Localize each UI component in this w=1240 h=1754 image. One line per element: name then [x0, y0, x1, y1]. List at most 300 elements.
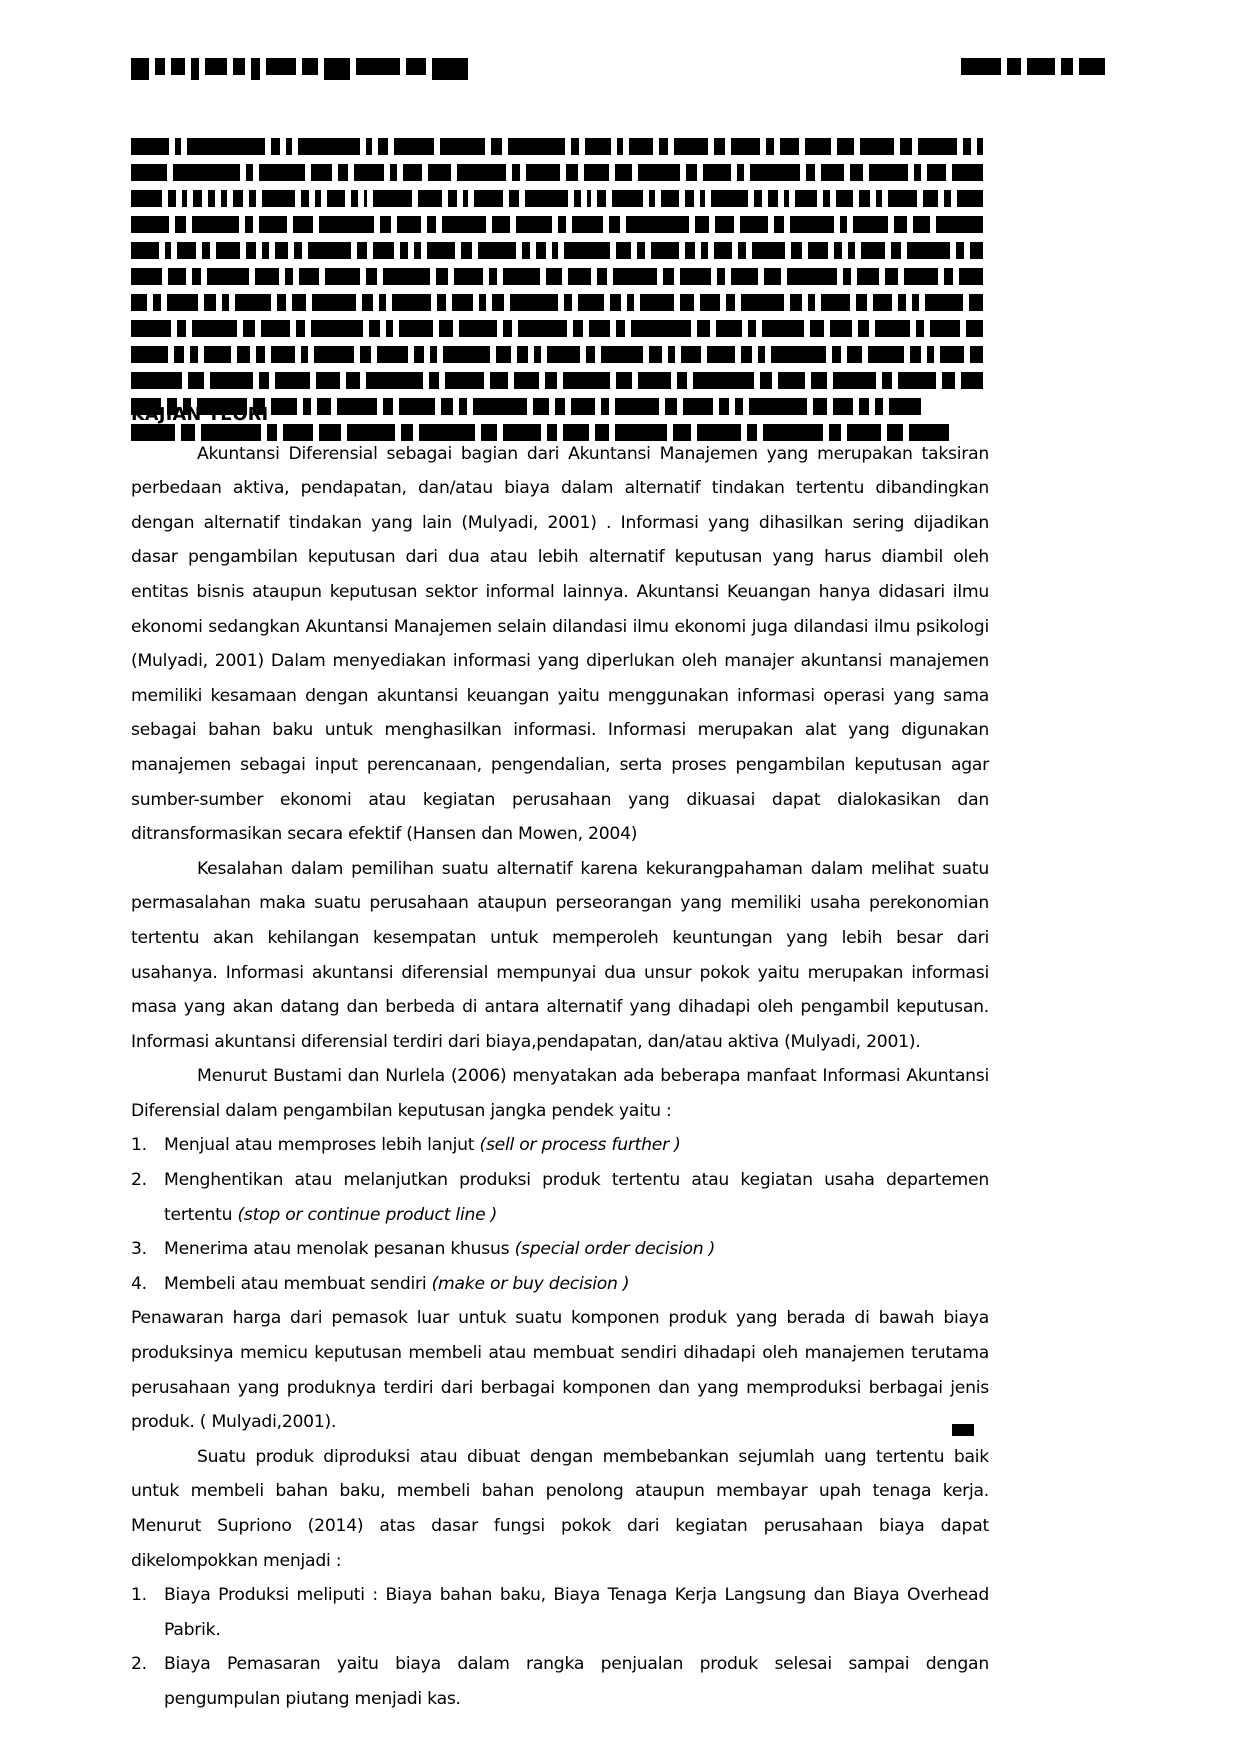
redaction-bar: [578, 294, 604, 311]
redaction-bar: [175, 216, 186, 233]
redaction-bar: [173, 164, 240, 181]
redaction-bar: [836, 190, 853, 207]
redaction-bar: [394, 138, 434, 155]
redaction-bar: [452, 294, 473, 311]
redaction-bar: [192, 268, 201, 285]
redaction-bar: [677, 372, 687, 389]
list-marker: 2.: [131, 1170, 147, 1191]
redaction-bar: [131, 346, 168, 363]
redaction-bar: [615, 164, 632, 181]
redaction-bar: [568, 268, 592, 285]
redaction-bar: [205, 58, 227, 75]
list-klasifikasi-biaya: [131, 1578, 989, 1716]
redaction-bar: [811, 372, 827, 389]
redacted-header-left: [131, 58, 474, 84]
redaction-bar: [271, 138, 280, 155]
redaction-bar: [131, 58, 149, 80]
redaction-bar: [256, 346, 265, 363]
redaction-bar: [474, 190, 503, 207]
redaction-bar: [357, 242, 367, 259]
redacted-header-right: [961, 58, 1111, 79]
redaction-bar: [693, 372, 754, 389]
redaction-bar: [314, 346, 354, 363]
redaction-bar: [354, 164, 385, 181]
redaction-bar: [651, 242, 679, 259]
redaction-bar: [463, 190, 469, 207]
redaction-bar: [275, 372, 310, 389]
redaction-bar: [131, 294, 147, 311]
redaction-bar: [292, 294, 306, 311]
redaction-bar: [944, 268, 953, 285]
redaction-bar: [810, 320, 824, 337]
list-item-english-term: (special order decision ): [514, 1239, 716, 1260]
redaction-bar: [940, 346, 964, 363]
redaction-bar: [346, 372, 360, 389]
redaction-bar: [566, 164, 579, 181]
redaction-bar: [327, 190, 346, 207]
redaction-bar: [907, 242, 950, 259]
list-item-text: Membeli atau membuat sendiri: [164, 1273, 432, 1294]
redaction-bar: [686, 164, 697, 181]
redaction-bar: [861, 242, 886, 259]
redaction-bar: [298, 138, 360, 155]
redaction-bar: [275, 242, 288, 259]
redaction-bar: [190, 346, 197, 363]
redaction-bar: [808, 294, 815, 311]
list-item: [131, 1578, 989, 1647]
redaction-bar: [312, 294, 357, 311]
redaction-bar: [491, 138, 501, 155]
redaction-bar: [403, 164, 421, 181]
redaction-bar: [406, 58, 426, 75]
redaction-bar: [351, 190, 358, 207]
redaction-bar: [564, 294, 573, 311]
redaction-bar: [848, 242, 855, 259]
redaction-bar: [741, 346, 752, 363]
list-marker: 4.: [131, 1273, 147, 1294]
redaction-bar: [208, 190, 215, 207]
redaction-bar: [204, 294, 216, 311]
redaction-bar: [366, 372, 423, 389]
redaction-bar: [750, 164, 800, 181]
redaction-bar: [649, 190, 655, 207]
redaction-bar: [325, 268, 360, 285]
redaction-bar: [436, 268, 449, 285]
redaction-bar: [778, 372, 806, 389]
redaction-bar: [373, 242, 394, 259]
redaction-bar: [356, 58, 400, 75]
redaction-bar: [1027, 58, 1055, 75]
redaction-bar: [930, 320, 960, 337]
redaction-bar: [1007, 58, 1021, 75]
redaction-bar: [758, 346, 765, 363]
redaction-line: [131, 242, 989, 263]
redaction-bar: [249, 190, 256, 207]
redaction-bar: [823, 190, 830, 207]
redaction-bar: [790, 294, 802, 311]
redaction-bar: [700, 294, 721, 311]
redaction-bar: [1079, 58, 1105, 75]
list-item-text: Biaya Pemasaran yaitu biaya dalam rangka penjualan produk selesai sampai dengan pengumpulan piutang menjadi kas.: [164, 1654, 989, 1709]
redaction-bar: [378, 138, 387, 155]
redaction-bar: [806, 164, 814, 181]
redaction-bar: [517, 346, 528, 363]
redaction-line: [131, 320, 989, 341]
list-item: [131, 1267, 989, 1302]
redaction-bar: [360, 346, 371, 363]
redaction-bar: [601, 346, 643, 363]
redaction-bar: [612, 190, 643, 207]
redaction-bar: [262, 190, 295, 207]
redaction-bar: [457, 164, 506, 181]
redaction-bar: [266, 58, 296, 75]
redaction-bar: [885, 268, 898, 285]
redaction-bar: [774, 216, 783, 233]
redaction-bar: [442, 216, 486, 233]
redaction-bar: [837, 138, 854, 155]
redaction-bar: [626, 216, 689, 233]
redaction-bar: [609, 216, 620, 233]
redaction-bar: [640, 294, 674, 311]
redaction-bar: [246, 164, 253, 181]
redaction-bar: [492, 294, 504, 311]
list-item: [131, 1232, 989, 1267]
redaction-bar: [514, 372, 540, 389]
redaction-bar: [784, 190, 790, 207]
redaction-bar: [397, 216, 421, 233]
redaction-bar: [177, 320, 186, 337]
redaction-bar: [131, 190, 162, 207]
redaction-bar: [192, 216, 239, 233]
redaction-bar: [175, 138, 182, 155]
redaction-bar: [233, 58, 245, 75]
redaction-bar: [649, 346, 662, 363]
redaction-bar: [616, 372, 632, 389]
redaction-bar: [969, 294, 983, 311]
redaction-bar: [834, 242, 842, 259]
redaction-bar: [695, 216, 709, 233]
redaction-bar: [833, 372, 876, 389]
redaction-bar: [459, 320, 497, 337]
paragraph-2: Kesalahan dalam pemilihan suatu alternatif karena kekurangpahaman dalam melihat suatu permasalahan maka suatu perusahaan ataupun perseorangan yang memiliki usaha perekonomian tertentu akan kehilangan kesempatan untuk memperoleh keuntungan yang lebih besar dari usahanya. Informasi akuntansi diferensial mempunyai dua unsur pokok yaitu merupakan informasi masa yang akan datang dan berbeda di antara alternatif yang dihadapi oleh pengambil keputusan. Informasi akuntansi diferensial terdiri dari biaya,pendapatan, dan/atau aktiva (Mulyadi, 2001).: [131, 858, 989, 1052]
redaction-bar: [585, 138, 611, 155]
redaction-bar: [324, 58, 350, 80]
redaction-bar: [853, 216, 888, 233]
redaction-bar: [510, 294, 558, 311]
redaction-bar: [315, 190, 321, 207]
redaction-bar: [970, 346, 983, 363]
redaction-bar: [629, 138, 652, 155]
redaction-bar: [428, 164, 452, 181]
redaction-bar: [858, 320, 868, 337]
redaction-bar: [741, 294, 784, 311]
redaction-bar: [787, 268, 837, 285]
redaction-bar: [714, 138, 726, 155]
list-item-text: Menerima atau menolak pesanan khusus: [164, 1239, 515, 1260]
redaction-bar: [856, 294, 866, 311]
list-marker: 1.: [131, 1585, 147, 1606]
redaction-bar: [546, 268, 562, 285]
redaction-bar: [821, 164, 845, 181]
redaction-bar: [430, 346, 437, 363]
redaction-bar: [386, 320, 393, 337]
redaction-bar: [760, 372, 772, 389]
redaction-bar: [377, 346, 408, 363]
redaction-bar: [503, 320, 512, 337]
redaction-bar: [534, 346, 541, 363]
redacted-header: [131, 58, 1111, 84]
redaction-bar: [875, 320, 910, 337]
redaction-bar: [586, 346, 595, 363]
redaction-bar: [737, 164, 744, 181]
paragraph-4: Penawaran harga dari pemasok luar untuk suatu komponen produk yang berada di bawah biaya produksinya memicu keputusan membeli atau membuat sendiri dihadapi oleh manajemen terutama perusahaan yang produknya terdiri dari berbagai komponen dan yang memproduksi berbagai jenis produk. ( Mulyadi,2001).: [131, 1308, 989, 1433]
redaction-bar: [308, 242, 351, 259]
redaction-bar: [563, 372, 610, 389]
redaction-bar: [210, 372, 253, 389]
redaction-bar: [379, 294, 386, 311]
redaction-bar: [882, 372, 892, 389]
redaction-bar: [610, 294, 620, 311]
list-manfaat-informasi: [131, 1128, 989, 1301]
redaction-bar: [262, 242, 269, 259]
list-item-text: Biaya Produksi meliputi : Biaya bahan baku, Biaya Tenaga Kerja Langsung dan Biaya Overhead Pabrik.: [164, 1585, 989, 1640]
redaction-bar: [631, 320, 692, 337]
redaction-bar: [293, 216, 313, 233]
redaction-bar: [536, 242, 546, 259]
redaction-bar: [503, 268, 541, 285]
redaction-bar: [680, 268, 711, 285]
redaction-bar: [296, 320, 305, 337]
redaction-bar: [830, 320, 853, 337]
redaction-bar: [454, 268, 482, 285]
redaction-bar: [207, 268, 249, 285]
redaction-bar: [795, 190, 816, 207]
redacted-page-number: [952, 1424, 974, 1436]
paragraph-3: Menurut Bustami dan Nurlela (2006) menyatakan ada beberapa manfaat Informasi Akuntansi Diferensial dalam pengambilan keputusan jangka pendek yaitu :: [131, 1066, 989, 1121]
redaction-bar: [177, 242, 195, 259]
redaction-bar: [963, 138, 971, 155]
redaction-bar: [942, 372, 956, 389]
paragraph-1: Akuntansi Diferensial sebagai bagian dari Akuntansi Manajemen yang merupakan taksiran perbedaan aktiva, pendapatan, dan/atau biaya dalam alternatif tindakan tertentu dibandingkan dengan alternatif tindakan yang lain (Mulyadi, 2001) . Informasi yang dihasilkan sering dijadikan dasar pengambilan keputusan dari dua atau lebih alternatif keputusan yang harus diambil oleh entitas bisnis ataupun keputusan sektor informal lainnya. Akuntansi Keuangan hanya didasari ilmu ekonomi sedangkan Akuntansi Manajemen selain dilandasi ilmu ekonomi juga dilandasi ilmu psikologi (Mulyadi, 2001) Dalam menyediakan informasi yang diperlukan oleh manajer akuntansi manajemen memiliki kesamaan dengan akuntansi keuangan yaitu menggunakan informasi operasi yang sama sebagai bahan baku untuk menghasilkan informasi. Informasi merupakan alat yang digunakan manajemen sebagai input perencanaan, pengendalian, serta proses pengambilan keputusan agar sumber-sumber ekonomi atau kegiatan perusahaan yang dikuasai dapat dialokasikan dan ditransformasikan secara efektif (Hansen dan Mowen, 2004): [131, 443, 989, 845]
redaction-bar: [414, 346, 423, 363]
redaction-bar: [489, 268, 497, 285]
redaction-bar: [711, 190, 748, 207]
redaction-bar: [780, 138, 800, 155]
redaction-bar: [131, 268, 162, 285]
redaction-bar: [301, 190, 310, 207]
redaction-bar: [587, 190, 591, 207]
redaction-bar: [731, 138, 760, 155]
redaction-bar: [617, 138, 624, 155]
redaction-line: [131, 216, 989, 237]
redaction-bar: [977, 138, 984, 155]
redaction-bar: [790, 216, 834, 233]
redaction-bar: [429, 372, 439, 389]
redaction-bar: [859, 190, 870, 207]
redaction-bar: [717, 268, 725, 285]
redaction-bar: [131, 242, 159, 259]
redaction-bar: [918, 138, 957, 155]
redaction-bar: [338, 164, 348, 181]
redaction-bar: [427, 216, 436, 233]
redaction-bar: [832, 346, 841, 363]
redaction-bar: [700, 190, 706, 207]
redaction-bar: [857, 268, 879, 285]
redaction-bar: [237, 346, 250, 363]
redaction-bar: [437, 294, 446, 311]
redaction-bar: [914, 164, 921, 181]
redaction-bar: [299, 268, 319, 285]
redaction-bar: [927, 164, 947, 181]
redaction-bar: [131, 216, 169, 233]
redaction-line: [131, 164, 989, 185]
redaction-bar: [966, 320, 983, 337]
redaction-bar: [414, 242, 421, 259]
redaction-bar: [661, 190, 680, 207]
redaction-bar: [894, 216, 907, 233]
redaction-bar: [808, 242, 828, 259]
redaction-bar: [904, 268, 939, 285]
redaction-bar: [259, 216, 287, 233]
redaction-bar: [925, 294, 963, 311]
redaction-bar: [876, 190, 882, 207]
redaction-bar: [461, 242, 472, 259]
redaction-bar: [731, 268, 758, 285]
redaction-bar: [944, 190, 951, 207]
redaction-bar: [740, 216, 768, 233]
redaction-bar: [584, 164, 609, 181]
redaction-line: [131, 138, 989, 159]
redaction-bar: [681, 346, 701, 363]
redaction-bar: [868, 346, 905, 363]
redaction-bar: [168, 190, 175, 207]
redaction-bar: [927, 346, 934, 363]
redaction-bar: [192, 320, 237, 337]
redaction-bar: [613, 268, 657, 285]
redaction-bar: [311, 164, 332, 181]
redaction-bar: [301, 346, 308, 363]
list-item-text: Menjual atau memproses lebih lanjut: [164, 1135, 480, 1156]
redaction-bar: [362, 294, 372, 311]
list-item-english-term: (sell or process further ): [479, 1135, 681, 1156]
redaction-bar: [913, 216, 930, 233]
redaction-bar: [752, 242, 785, 259]
redaction-bar: [680, 294, 694, 311]
redaction-bar: [490, 372, 508, 389]
redaction-bar: [701, 242, 708, 259]
redaction-bar: [294, 242, 302, 259]
redaction-bar: [509, 190, 519, 207]
redaction-bar: [627, 294, 634, 311]
redaction-bar: [131, 164, 167, 181]
redaction-bar: [663, 268, 674, 285]
list-item-english-term: (stop or continue product line ): [237, 1204, 498, 1225]
redaction-bar: [545, 372, 557, 389]
redaction-bar: [638, 372, 671, 389]
redaction-bar: [448, 190, 457, 207]
redaction-bar: [574, 190, 581, 207]
redaction-bar: [193, 190, 202, 207]
redaction-bar: [277, 294, 286, 311]
list-marker: 1.: [131, 1135, 147, 1156]
redaction-bar: [726, 294, 735, 311]
list-item-english-term: (make or buy decision ): [431, 1273, 630, 1294]
list-item: [131, 1128, 989, 1163]
redaction-bar: [167, 294, 198, 311]
redaction-bar: [188, 372, 204, 389]
redaction-bar: [716, 320, 742, 337]
redaction-bar: [952, 164, 983, 181]
redaction-bar: [286, 138, 291, 155]
redaction-bar: [479, 294, 486, 311]
redaction-bar: [764, 268, 781, 285]
redaction-bar: [970, 242, 983, 259]
redaction-bar: [418, 190, 442, 207]
redaction-bar: [131, 372, 182, 389]
section-heading-kajian-teori: KAJIAN TEORI: [131, 405, 269, 425]
redaction-bar: [390, 164, 397, 181]
redaction-bar: [840, 216, 848, 233]
redaction-bar: [564, 242, 610, 259]
redaction-bar: [319, 216, 374, 233]
redaction-bar: [674, 138, 708, 155]
redaction-bar: [526, 164, 559, 181]
redaction-bar: [222, 294, 229, 311]
redaction-bar: [847, 346, 862, 363]
redaction-bar: [285, 268, 293, 285]
redaction-bar: [202, 242, 210, 259]
redaction-bar: [597, 268, 606, 285]
redaction-bar: [525, 190, 568, 207]
redaction-bar: [685, 242, 695, 259]
list-item-text: Menghentikan atau melanjutkan produksi produk tertentu atau kegiatan usaha departemen tertentu: [164, 1170, 989, 1225]
redaction-bar: [443, 346, 491, 363]
redaction-bar: [174, 346, 185, 363]
redaction-bar: [522, 242, 530, 259]
redaction-line: [131, 268, 989, 289]
list-marker: 3.: [131, 1239, 147, 1260]
redaction-bar: [957, 190, 983, 207]
redaction-bar: [155, 58, 165, 75]
redaction-bar: [512, 164, 520, 181]
redaction-bar: [589, 320, 610, 337]
redaction-bar: [766, 138, 774, 155]
redaction-bar: [383, 268, 430, 285]
list-item: [131, 1163, 989, 1232]
redaction-bar: [171, 58, 185, 75]
redaction-bar: [552, 242, 559, 259]
redaction-bar: [961, 58, 1001, 75]
redaction-bar: [366, 268, 377, 285]
redaction-bar: [432, 58, 468, 80]
redaction-bar: [714, 242, 732, 259]
redaction-line: [131, 372, 989, 393]
redaction-bar: [748, 320, 757, 337]
redaction-bar: [271, 346, 295, 363]
redaction-bar: [191, 58, 199, 80]
redaction-bar: [668, 346, 675, 363]
redaction-bar: [233, 190, 243, 207]
redaction-bar: [168, 268, 185, 285]
redaction-bar: [771, 346, 826, 363]
redaction-bar: [959, 268, 983, 285]
redaction-bar: [366, 138, 373, 155]
redaction-bar: [221, 190, 227, 207]
redaction-bar: [923, 190, 939, 207]
redaction-bar: [261, 320, 291, 337]
redaction-bar: [637, 242, 645, 259]
redaction-bar: [573, 320, 583, 337]
